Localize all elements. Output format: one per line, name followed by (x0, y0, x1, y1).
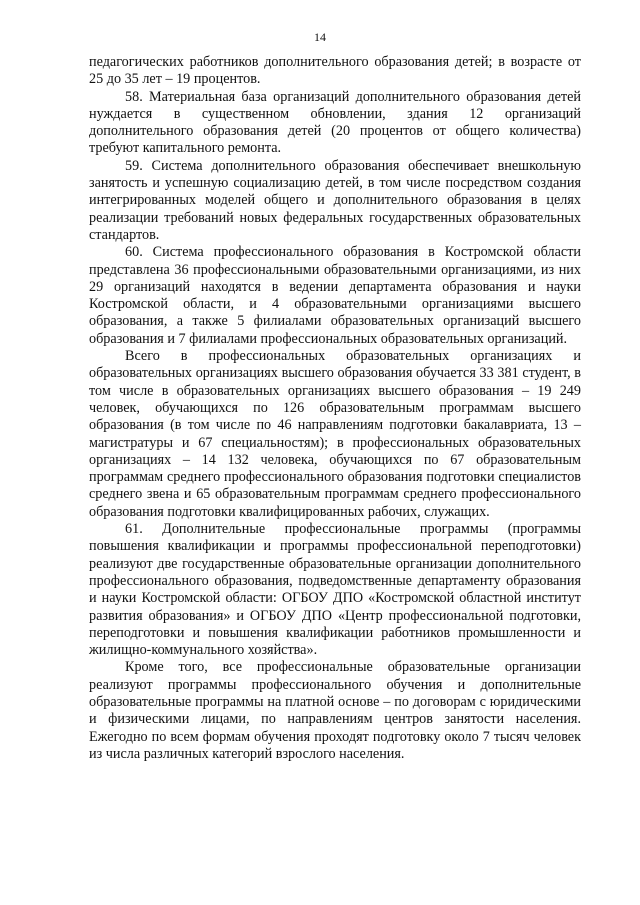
page-number: 14 (314, 30, 326, 44)
paragraph-58: 58. Материальная база организаций дополнительного образования детей нуждается в существенном обновлении, здания 12 организаций дополнительного образования детей (20 процентов от общего количества) требуют капитального ремонта. (89, 88, 581, 157)
document-body (89, 54, 581, 763)
paragraph-61: 61. Дополнительные профессиональные программы (программы повышения квалификации и программы профессиональной переподготовки) реализуют две государственные образовательные организации дополнительного профессионального образования, подведомственные департаменту образования и науки Костромской области: ОГБОУ ДПО «Костромской областной институт развития образования» и ОГБОУ ДПО «Центр профессиональной подготовки, переподготовки и повышения квалификации работников промышленности и жилищно-коммунального хозяйства». (89, 521, 581, 659)
paragraph-additional-programs: Кроме того, все профессиональные образовательные организации реализуют программы профессионального обучения и дополнительные образовательные программы на платной основе – по договорам с юридическими и физическими лицами, по направлениям центров занятости населения. Ежегодно по всем формам обучения проходят подготовку около 7 тысяч человек из числа различных категорий взрослого населения. (89, 659, 581, 762)
paragraph-60: 60. Система профессионального образования в Костромской области представлена 36 профессиональными образовательными организациями, из них 29 организаций находятся в ведении департамента образования и науки Костромской области, и 4 образовательными организациями высшего образования, а также 5 филиалами образовательных организаций высшего образования и 7 филиалами профессиональных образовательных организаций. (89, 244, 581, 347)
paragraph-continuation: педагогических работников дополнительного образования детей; в возрасте от 25 до 35 лет – 19 процентов. (89, 54, 581, 88)
paragraph-59: 59. Система дополнительного образования обеспечивает внешкольную занятость и успешную социализацию детей, в том числе посредством создания интегрированных моделей общего и дополнительного образования в целях реализации требований новых федеральных государственных образовательных стандартов. (89, 157, 581, 243)
paragraph-students-total: Всего в профессиональных образовательных организациях и образовательных организациях высшего образования обучается 33 381 студент, в том числе в образовательных организациях высшего образования – 19 249 человек, обучающихся по 126 образовательным программам высшего образования (в том числе по 46 направлениям подготовки бакалавриата, 13 – магистратуры и 67 специальностям); в профессиональных образовательных организациях – 14 132 человека, обучающихся по 67 образовательным программам среднего профессионального образования подготовки специалистов среднего звена и 65 образовательным программам среднего профессионального образования подготовки квалифицированных рабочих, служащих. (89, 348, 581, 520)
